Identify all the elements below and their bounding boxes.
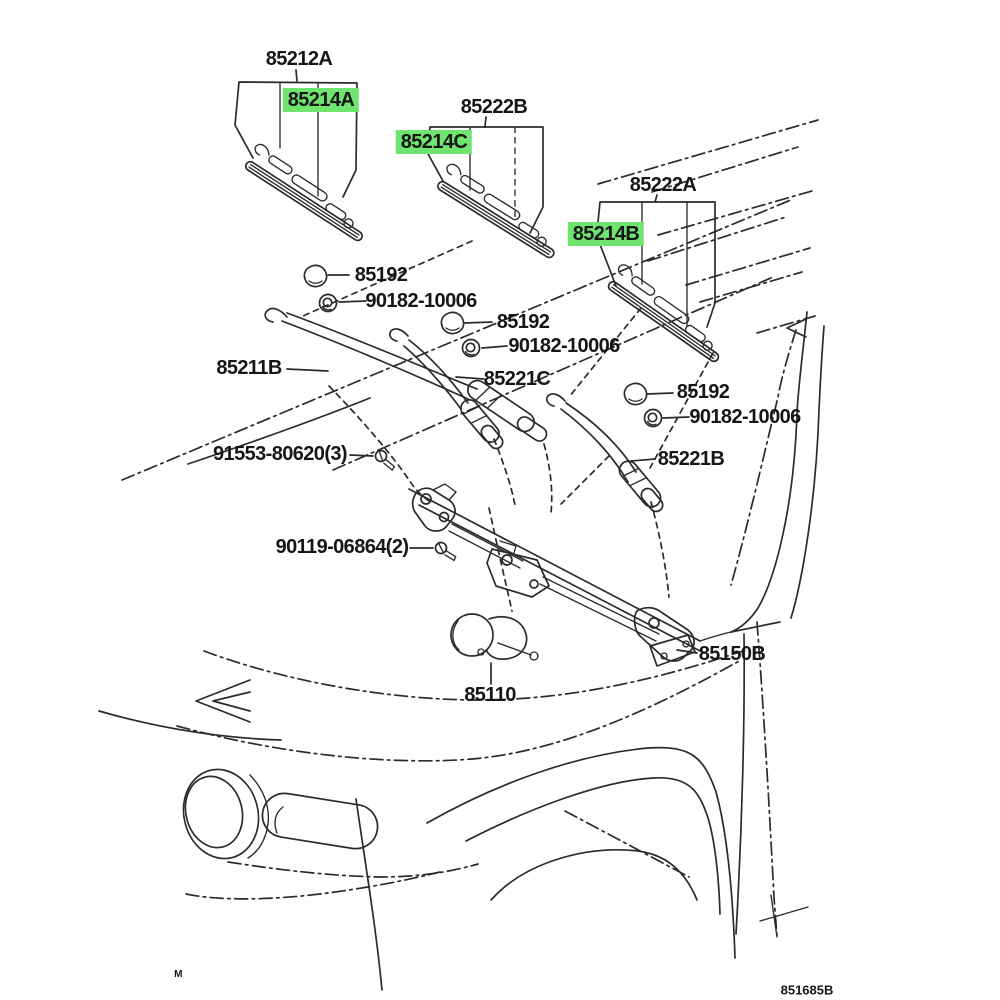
diagram-code: 851685B bbox=[780, 982, 834, 998]
part-label-85214c-highlighted[interactable]: 85214C bbox=[396, 130, 472, 154]
corner-mark: M bbox=[174, 969, 182, 980]
screw-90119 bbox=[434, 542, 458, 561]
part-label-85221c[interactable]: 85221C bbox=[483, 368, 551, 390]
part-label-85192-1[interactable]: 85192 bbox=[354, 264, 408, 286]
part-label-85214b-highlighted[interactable]: 85214B bbox=[568, 222, 644, 246]
part-label-85110[interactable]: 85110 bbox=[464, 684, 516, 706]
part-label-85222a[interactable]: 85222A bbox=[629, 174, 697, 196]
part-label-85150b[interactable]: 85150B bbox=[698, 643, 766, 665]
part-label-90182-10006-3[interactable]: 90182-10006 bbox=[689, 406, 801, 428]
part-label-91553-80620[interactable]: 91553-80620(3) bbox=[213, 443, 347, 465]
part-label-90182-10006-1[interactable]: 90182-10006 bbox=[365, 290, 477, 312]
pivot-nut-90182 bbox=[320, 295, 662, 427]
part-label-85214a-highlighted[interactable]: 85214A bbox=[283, 88, 359, 112]
part-label-85221b[interactable]: 85221B bbox=[657, 448, 725, 470]
wiper-link-assembly-85150B bbox=[409, 484, 731, 666]
part-label-90119-06864[interactable]: 90119-06864(2) bbox=[275, 536, 409, 558]
part-label-85212a[interactable]: 85212A bbox=[265, 48, 333, 70]
part-label-85211b[interactable]: 85211B bbox=[216, 357, 282, 379]
part-label-85192-2[interactable]: 85192 bbox=[496, 311, 550, 333]
part-label-90182-10006-2[interactable]: 90182-10006 bbox=[508, 335, 620, 357]
wiper-motor-85110 bbox=[451, 614, 538, 660]
part-label-85192-3[interactable]: 85192 bbox=[676, 381, 730, 403]
part-label-85222b[interactable]: 85222B bbox=[460, 96, 528, 118]
